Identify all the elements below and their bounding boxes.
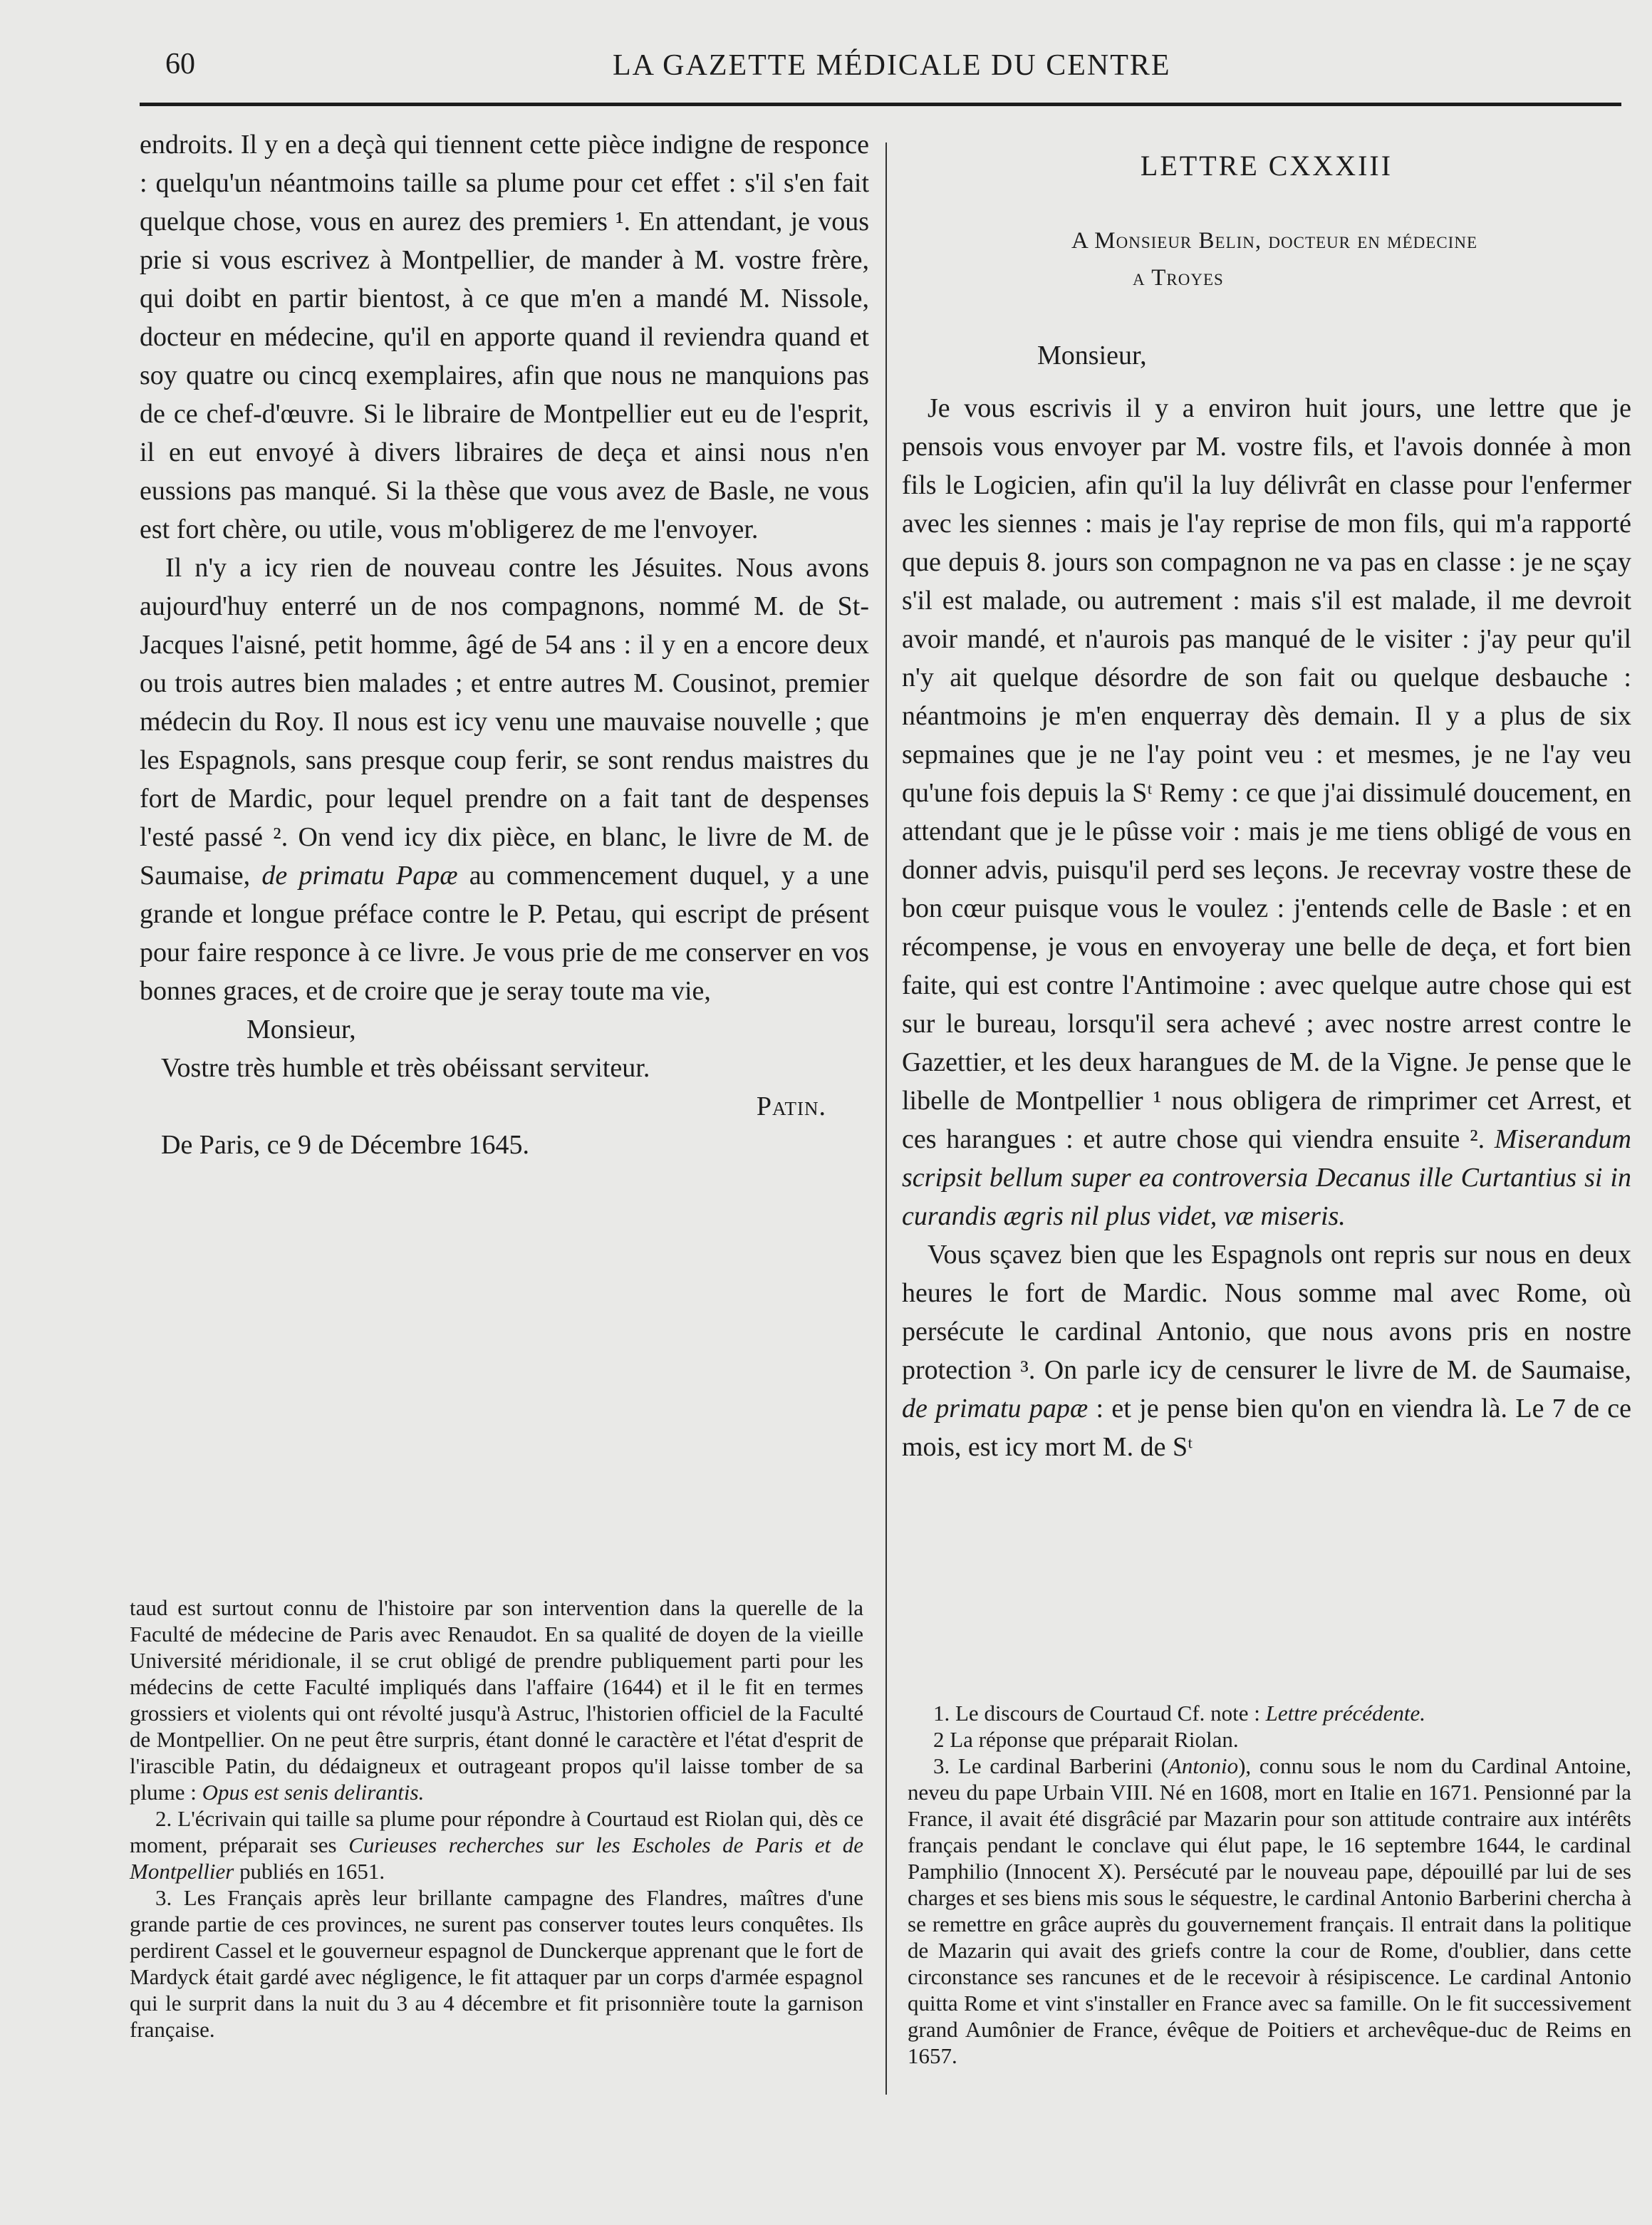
book-title: de primatu papæ	[902, 1394, 1089, 1423]
footnote	[908, 1753, 1631, 2069]
header-rule	[140, 103, 1621, 106]
text-run: au commencement duquel, y a une grande et longue préface contre le P. Petau, qui escript de présent pour faire responce à ce livre. Je vous prie de me conserver en vos bonnes graces, et de croire que je seray toute ma vie,	[140, 861, 869, 1006]
text-run: : et je pense bien qu'on en viendra là. Le 7 de ce mois, est icy mort M. de Sᵗ	[902, 1394, 1631, 1462]
salutation: Monsieur,	[1037, 341, 1147, 370]
text-run: taud est surtout connu de l'histoire par son intervention dans la querelle de la Faculté de médecine de Paris avec Renaudot. En sa qualité de doyen de la vieille Université méridionale, il se crut obligé de prendre publiquement parti pour les médecins de cette Faculté impliqués dans l'affaire (1644) et il le fit en termes grossiers et violents qui ont révolté jusqu'à Astruc, l'historien officiel de la Faculté de Montpellier. On ne peut être surpris, étant donné le caractère et l'état d'esprit de l'irascible Patin, du dédaigneux et outrageant propos qu'il laisse tomber de sa plume :	[130, 1595, 863, 1805]
footnote	[908, 1700, 1631, 1726]
text-run: Il n'y a icy rien de nouveau contre les Jésuites. Nous avons aujourd'huy enterré un de nos compagnons, nommé M. de St-Jacques l'aisné, petit homme, âgé de 54 ans : il y en a encore deux ou trois autres bien malades ; et entre autres M. Cousinot, premier médecin du Roy. Il nous est icy venu une mauvaise nouvelle ; que les Espagnols, sans presque coup ferir, se sont rendus maistres du fort de Mardic, pour lequel prendre on a fait tant de despenses l'esté passé ². On vend icy dix pièce, en blanc, le livre de M. de Saumaise,	[140, 553, 869, 891]
right-column	[902, 131, 1631, 1466]
quotation: Opus est senis delirantis.	[202, 1780, 425, 1805]
running-head: LA GAZETTE MÉDICALE DU CENTRE	[613, 49, 1171, 82]
footnote	[130, 1594, 863, 1805]
footnote: 3. Les Français après leur brillante campagne des Flandres, maîtres d'une grande partie de ces provinces, ne surent pas conserver toutes leurs conquêtes. Ils perdirent Cassel et le gouverneur espagnol de Dunckerque apprenant que le fort de Mardyck était gardé avec négligence, le fit attaquer par un corps d'armée espagnol qui le surprit dans la nuit du 3 au 4 décembre et fit prisonnière toute la garnison française.	[130, 1885, 863, 2042]
letter-paragraph	[902, 389, 1631, 1235]
text-run: Je vous escrivis il y a environ huit jours, une lettre que je pensois vous envoyer par M. vostre fils, et l'avois donnée à mon fils le Logicien, afin qu'il la luy délivrât en classe pour l'enfermer avec les siennes : mais je l'ay reprise de mon fils, qui m'a rapporté que depuis 8. jours son compagnon ne va pas en classe : je ne sçay s'il est malade, ou autrement : mais s'il est malade, il me devroit avoir mandé, et n'aurois pas manqué de le visiter : j'ay peur qu'il n'y ait quelque désordre de son fait ou quelque desbauche : néantmoins je m'en enquerray dès demain. Il y a plus de six sepmaines que je ne l'ay point veu : et mesmes, je ne l'ay veu qu'une fois depuis la Sᵗ Remy : ce que j'ai dissimulé doucement, en attendant que je le pûsse voir : mais je me tiens obligé de vous en donner advis, puisqu'il perd ses leçons. Je recevray vostre these de bon cœur puisque vous le voulez : j'entends celle de Basle : et en récompense, je vous en envoyeray une belle de deça, et fort bien faite, qui est contre l'Antimoine : avec quelque autre chose qui est sur le bureau, lorsqu'il sera achevé ; avec nostre arrest contre le Gazettier, et les deux harangues de M. de la Vigne. Je pense que le libelle de Montpellier ¹ nous obligera de rimprimer cet Arrest, et ces harangues : et autre chose qui viendra ensuite ².	[902, 393, 1631, 1154]
addressee-line: a Troyes	[1133, 265, 1224, 291]
closing-salutation: Monsieur,	[246, 1015, 356, 1044]
signature: Patin.	[756, 1091, 826, 1121]
addressee-line: A Monsieur Belin, docteur en médecine	[1071, 228, 1477, 254]
text-run: 1. Le discours de Courtaud Cf. note :	[933, 1701, 1266, 1726]
book-title: de primatu Papæ	[261, 861, 458, 891]
footnote	[130, 1805, 863, 1884]
book-title: Curieuses recherches sur les Escholes de Paris et de Montpellier	[130, 1832, 863, 1884]
left-footnotes	[130, 1594, 863, 2043]
reference-italic: Lettre précédente.	[1265, 1701, 1426, 1726]
name-italic: Antonio	[1168, 1753, 1239, 1778]
text-run: ), connu sous le nom du Cardinal Antoine, neveu du pape Urbain VIII. Né en 1608, mort en Italie en 1671. Pensionné par la France, il avait été disgrâcié par Mazarin pour son attitude contraire aux intérêts français pendant le conclave qui élut pape, le 16 septembre 1644, le cardinal Pamphilio (Innocent X). Persécuté par le nouveau pape, dépouillé par lui de ses charges et ses biens mis sous le séquestre, le cardinal Antonio Barberini chercha à se remettre en grâce auprès du gouvernement français. Il entrait dans la politique de Mazarin qui avait des griefs contre la cour de Rome, d'oublier, dans cette circonstance ses rancunes et de le recevoir à résipiscence. Le cardinal Antonio quitta Rome et vint s'installer en France avec sa famille. On le fit successivement grand Aumônier de France, évêque de Poitiers et archevêque-duc de Reims en 1657.	[908, 1753, 1631, 2068]
closing-line: Vostre très humble et très obéissant serviteur.	[161, 1053, 650, 1083]
text-run: publiés en 1651.	[234, 1859, 385, 1884]
latin-quotation: Miserandum scripsit bellum super ea controversia Decanus ille Curtantius si in curandis ægris nil plus videt, væ miseris.	[902, 1124, 1631, 1231]
text-run: 3. Le cardinal Barberini (	[933, 1753, 1168, 1778]
column-divider	[885, 142, 887, 2095]
left-column	[140, 125, 869, 1164]
right-footnotes	[908, 1700, 1631, 2069]
text-run: 2. L'écrivain qui taille sa plume pour répondre à Courtaud est Riolan qui, dès ce moment, préparait ses	[130, 1806, 863, 1857]
text-run: Vous sçavez bien que les Espagnols ont repris sur nous en deux heures le fort de Mardic. Nous somme mal avec Rome, où persécute le cardinal Antonio, que nous avons pris en nostre protection ³. On parle icy de censurer le livre de M. de Saumaise,	[902, 1240, 1631, 1385]
footnote: 2 La réponse que préparait Riolan.	[933, 1727, 1239, 1752]
letter-paragraph	[140, 549, 869, 1010]
page-number: 60	[165, 48, 195, 81]
letter-paragraph	[902, 1235, 1631, 1466]
letter-number: LETTRE CXXXIII	[1140, 150, 1393, 182]
dateline: De Paris, ce 9 de Décembre 1645.	[161, 1130, 530, 1160]
letter-paragraph: endroits. Il y en a deçà qui tiennent cette pièce indigne de responce : quelqu'un néantmoins taille sa plume pour cet effet : s'il s'en fait quelque chose, vous en aurez des premiers ¹. En attendant, je vous prie si vous escrivez à Montpellier, de mander à M. vostre frère, qui doibt en partir bientost, à ce que m'en a mandé M. Nissole, docteur en médecine, qu'il en apporte quand il reviendra quand et soy quatre ou cincq exemplaires, afin que nous ne manquions pas de ce chef-d'œuvre. Si le libraire de Montpellier eut eu de l'esprit, il en eut envoyé à divers libraires de deça et ainsi nous n'en eussions pas manqué. Si la thèse que vous avez de Basle, ne vous est fort chère, ou utile, vous m'obligerez de me l'envoyer.	[140, 130, 869, 544]
